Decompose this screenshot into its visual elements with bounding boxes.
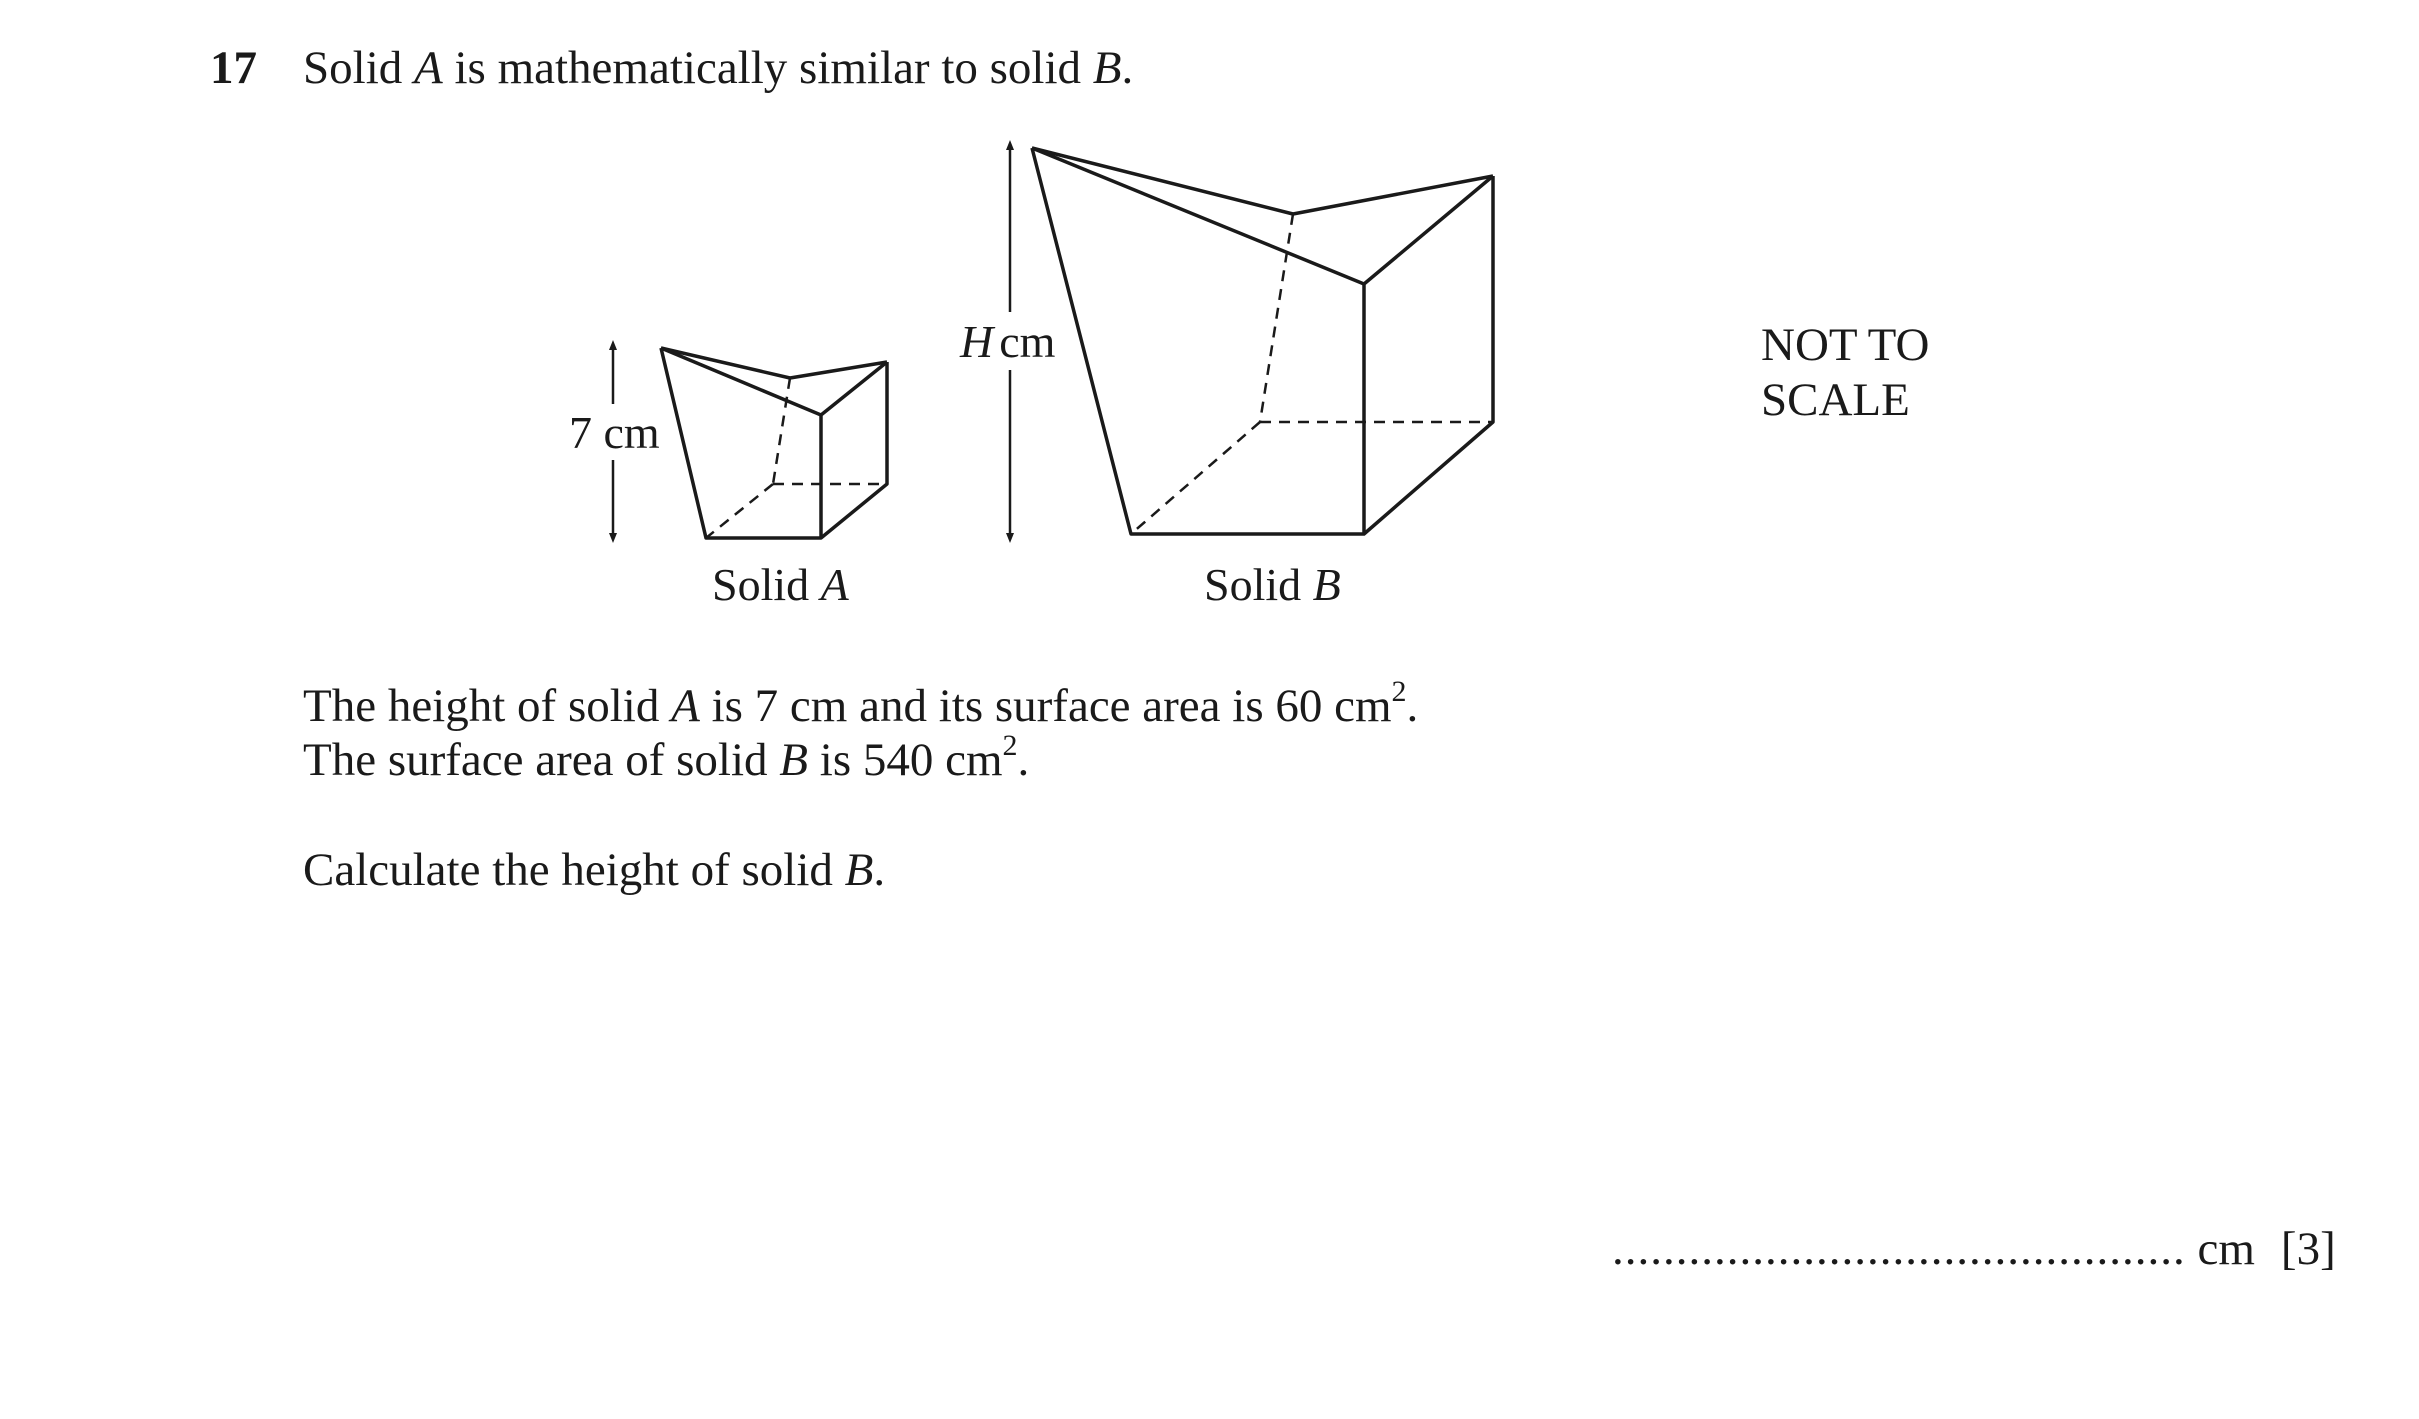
info-line-1: The height of solid A is 7 cm and its surface area is 60 $cm^2$. [303, 675, 1419, 732]
question-number: 17 [210, 42, 257, 94]
not-to-scale-line-2: SCALE [1761, 374, 1910, 426]
question-intro: Solid A is mathematically similar to solid B. [303, 42, 1134, 94]
solid-b-label: Solid B [1204, 559, 1341, 610]
not-to-scale-note [1761, 318, 1929, 428]
solid-a-label: Solid A [712, 559, 849, 610]
answer-line[interactable] [1612, 1223, 2336, 1275]
height-label-b: H cm [960, 316, 1056, 367]
task-instruction: Calculate the height of solid B. [303, 844, 886, 896]
solid-b-shape [1032, 148, 1493, 534]
not-to-scale-line-1: NOT TO [1761, 319, 1930, 371]
answer-unit: cm [2185, 1223, 2255, 1275]
solid-a-shape [661, 348, 887, 538]
answer-dots[interactable]: ............................................. [1612, 1223, 2186, 1275]
height-label-a: 7 cm [569, 407, 660, 458]
info-line-2: The surface area of solid B is 540 $cm^2$. [303, 729, 1030, 786]
marks-label: [3] [2280, 1223, 2336, 1275]
